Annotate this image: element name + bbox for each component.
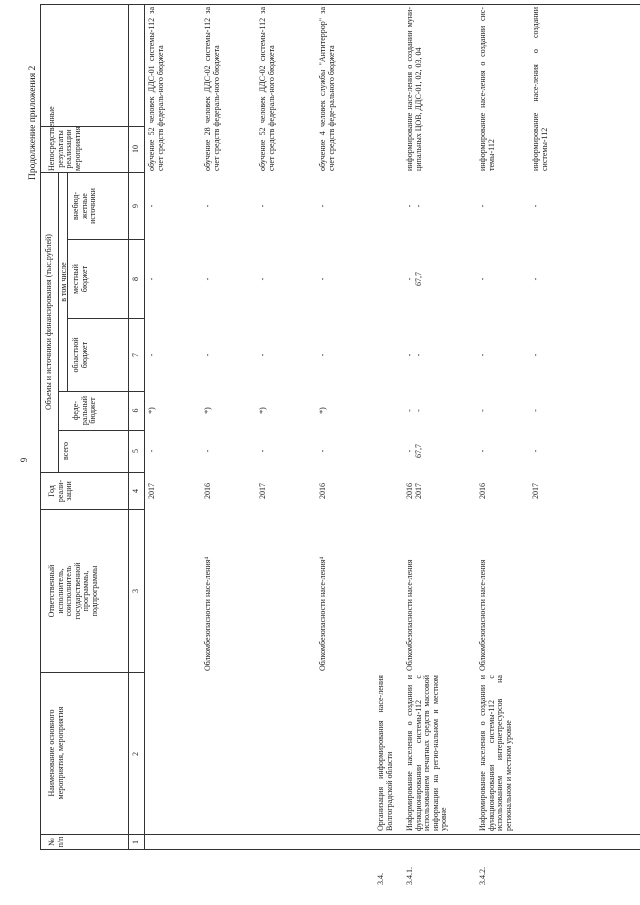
col-num-9: 9 — [131, 204, 140, 208]
regional-cell: - — [531, 353, 540, 357]
offbudget-cell: - — [478, 204, 487, 208]
header-regional: областной бюджет — [71, 337, 89, 373]
activity-name: Организация информирования насе-ления Волгоградской области — [376, 675, 394, 831]
total-cell: - — [478, 449, 487, 453]
total-cell: - — [258, 449, 267, 453]
result-cell: обучение 52 человек ДДС-02 системы-112 за счет средств федераль-ного бюджета — [258, 7, 276, 171]
regional-cell: - — [147, 353, 156, 357]
regional-cell: - — [203, 353, 212, 357]
col-num-3: 3 — [131, 589, 140, 593]
year-cell: 2017 — [147, 483, 156, 499]
year-cell: 2017 — [258, 483, 267, 499]
row-number: 3.4.2. — [478, 867, 487, 885]
federal-cell: *) — [258, 407, 267, 414]
federal-cell: - — [531, 409, 540, 412]
header-funding: Объемы и источники финансирования (тыс.рублей) — [44, 234, 53, 410]
total-cell: - 67,7 — [405, 444, 423, 458]
offbudget-cell: - — [258, 204, 267, 208]
offbudget-cell: - — [318, 204, 327, 208]
local-cell: - — [258, 277, 267, 281]
local-cell: - — [531, 277, 540, 281]
result-cell: обучение 52 человек ДДС-01 системы-112 за счет средств федераль-ного бюджета — [147, 7, 165, 171]
activity-name: Информирование населения о создании и функционировании системы-112 с использованием печатных средств массовой информации на регио-нальном и местном уровне — [405, 675, 449, 831]
local-cell: - — [478, 277, 487, 281]
offbudget-cell: - — [147, 204, 156, 208]
col-num-6: 6 — [131, 408, 140, 413]
activity-name: Информирование населения о создании и функционировании системы-112 с использованием интернетресурсов на региональном и местном уровне — [478, 675, 513, 831]
col-num-7: 7 — [131, 353, 140, 357]
executor-cell: Облкомбезопасности насе-ления⁴ — [318, 556, 327, 671]
regional-cell: - — [258, 353, 267, 357]
continuation-title: Продолжение приложения 2 — [28, 65, 38, 180]
col-num-4: 4 — [131, 489, 140, 493]
federal-cell: *) — [318, 407, 327, 414]
local-cell: - 67,7 — [405, 272, 423, 286]
header-federal: феде- ральный бюджет — [71, 395, 98, 426]
total-cell: - — [531, 449, 540, 453]
header-number: № п/п — [47, 836, 65, 848]
total-cell: - — [203, 449, 212, 453]
federal-cell: - - — [405, 409, 423, 412]
page-number: 9 — [19, 457, 29, 463]
header-offbudget: внебюд- жетные источники — [71, 188, 98, 224]
executor-cell: Облкомбезопасности насе-ления — [405, 559, 414, 671]
federal-cell: *) — [203, 407, 212, 414]
header-including: в том числе — [59, 262, 68, 302]
local-cell: - — [147, 277, 156, 281]
result-cell: информирование насе-ления о создании муни-ципальных ЦОВ, ДДС-01, 02, 03, 04 — [405, 7, 423, 171]
header-local: местный бюджет — [71, 264, 89, 294]
offbudget-cell: - — [531, 204, 540, 208]
total-cell: - — [147, 449, 156, 453]
total-cell: - — [318, 449, 327, 453]
row-number: 3.4.1. — [405, 867, 414, 885]
header-year: Год реали- зации — [47, 479, 74, 503]
row-number: 3.4. — [376, 873, 385, 885]
regional-cell: - — [478, 353, 487, 357]
year-cell: 2016 — [318, 483, 327, 499]
federal-cell: - — [478, 409, 487, 412]
year-cell: 2017 — [531, 483, 540, 499]
local-cell: - — [203, 277, 212, 281]
header-executor: Ответственный исполнитель, соисполнитель государственной программы, подпрограммы — [47, 562, 99, 620]
regional-cell: - — [318, 353, 327, 357]
local-cell: - — [318, 277, 327, 281]
header-results: Непосредственные результаты реализации мероприятия — [47, 106, 82, 171]
result-cell: обучение 28 человек ДДС-02 системы-112 за счет средств федераль-ного бюджета — [203, 7, 221, 171]
col-num-5: 5 — [131, 449, 140, 453]
result-cell: информирование насе-ления о создании системы-112 — [531, 7, 549, 171]
regional-cell: - - — [405, 353, 423, 357]
col-num-10: 10 — [131, 145, 140, 153]
col-num-2: 2 — [131, 752, 140, 756]
year-cell: 2016 — [203, 483, 212, 499]
offbudget-cell: - — [203, 204, 212, 208]
result-cell: информирование насе-ления о создании сис-темы-112 — [478, 7, 496, 171]
executor-cell: Облкомбезопасности насе-ления⁴ — [203, 556, 212, 671]
result-cell: обучение 4 человек службы "Антитеррор" за счет средств феде-рального бюджета — [318, 7, 336, 171]
col-num-1: 1 — [131, 840, 140, 844]
federal-cell: *) — [147, 407, 156, 414]
header-total: всего — [61, 442, 70, 461]
executor-cell: Облкомбезопасности насе-ления — [478, 559, 487, 671]
year-cell: 2016 2017 — [405, 483, 423, 499]
year-cell: 2016 — [478, 483, 487, 499]
header-activity-name: Наименование основного мероприятия, мероприятия — [47, 706, 65, 800]
col-num-8: 8 — [131, 277, 140, 281]
offbudget-cell: - - — [405, 204, 423, 208]
